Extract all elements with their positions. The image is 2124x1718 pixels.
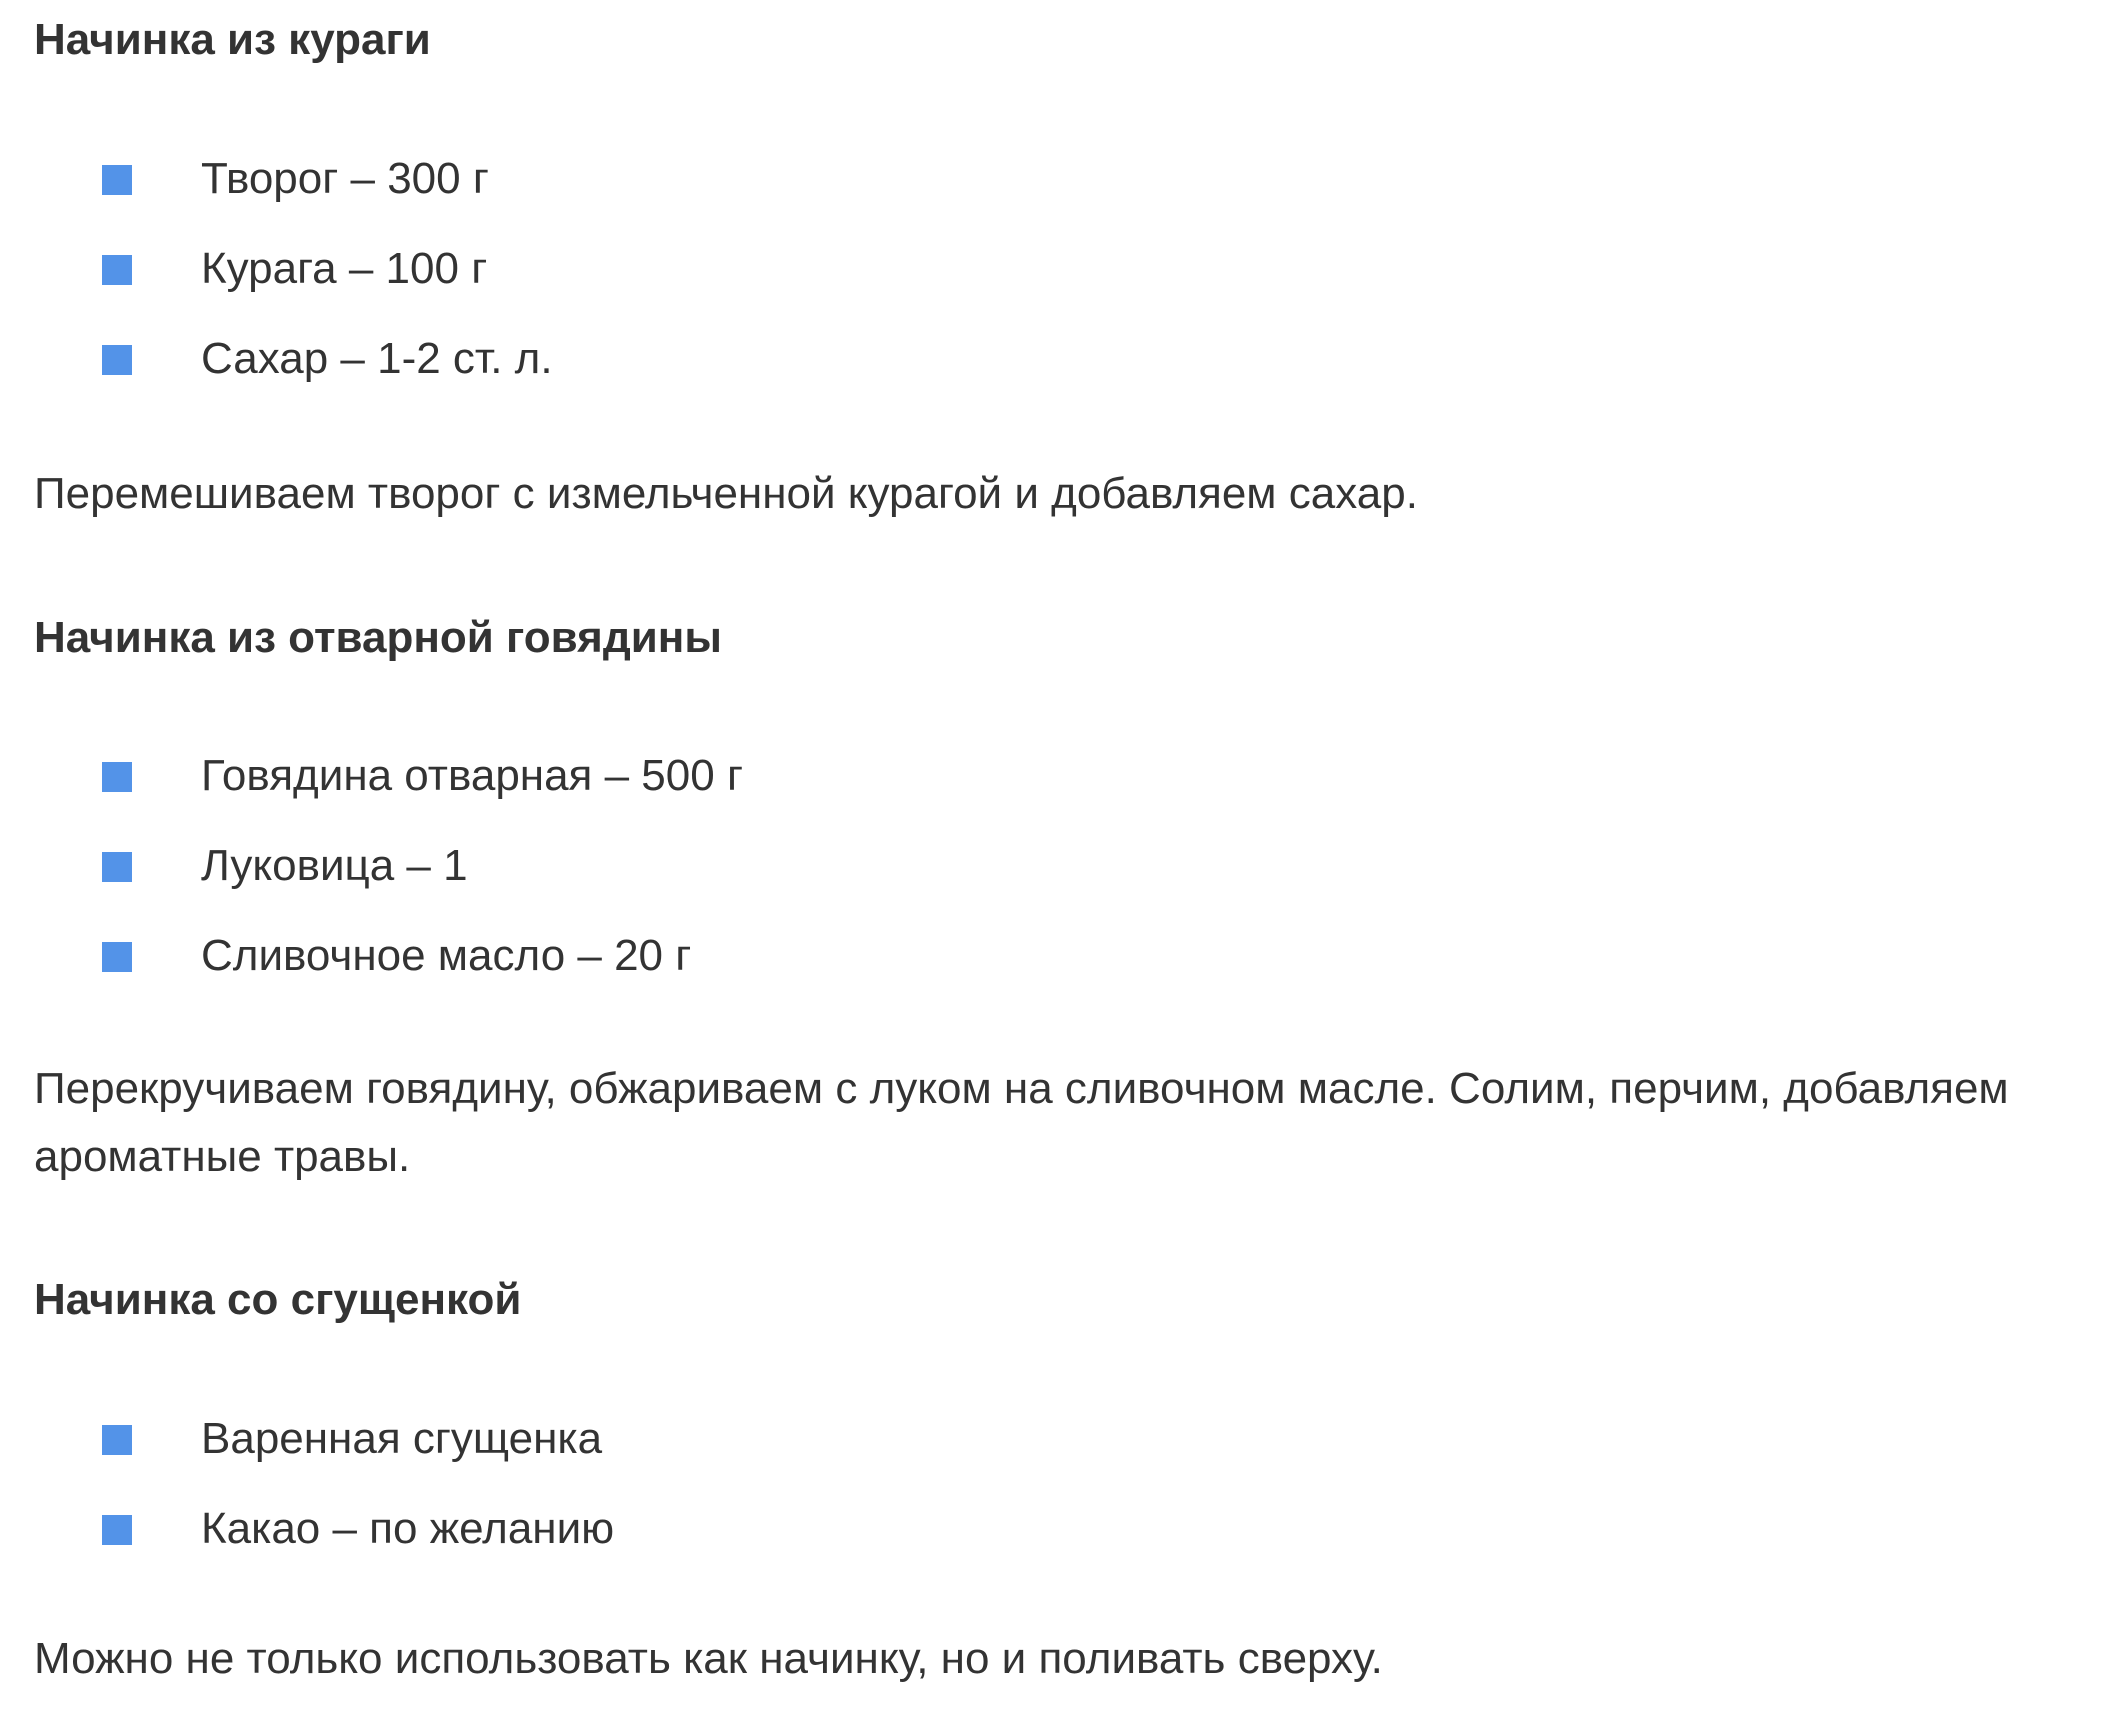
section-heading-apricot: Начинка из кураги [34, 15, 431, 64]
square-bullet-icon [102, 165, 132, 195]
ingredient-text: Сахар – 1-2 ст. л. [201, 334, 553, 383]
ingredient-text: Курага – 100 г [201, 244, 488, 293]
ingredient-text: Творог – 300 г [201, 154, 489, 203]
square-bullet-icon [102, 345, 132, 375]
square-bullet-icon [102, 1515, 132, 1545]
ingredient-text: Варенная сгущенка [201, 1414, 603, 1463]
square-bullet-icon [102, 852, 132, 882]
square-bullet-icon [102, 762, 132, 792]
ingredient-text: Луковица – 1 [201, 841, 468, 890]
square-bullet-icon [102, 942, 132, 972]
ingredient-text: Говядина отварная – 500 г [201, 751, 743, 800]
instruction-text-beef: Перекручиваем говядину, обжариваем с луком на сливочном масле. Солим, перчим, добавляем ароматные травы. [34, 1064, 2009, 1181]
square-bullet-icon [102, 1425, 132, 1455]
instruction-text-condensed-milk: Можно не только использовать как начинку, но и поливать сверху. [34, 1634, 1383, 1683]
section-heading-beef: Начинка из отварной говядины [34, 613, 722, 662]
square-bullet-icon [102, 255, 132, 285]
ingredient-text: Какао – по желанию [201, 1504, 615, 1553]
section-heading-condensed-milk: Начинка со сгущенкой [34, 1275, 522, 1324]
ingredient-text: Сливочное масло – 20 г [201, 931, 692, 980]
instruction-text-apricot: Перемешиваем творог с измельченной курагой и добавляем сахар. [34, 469, 1418, 518]
